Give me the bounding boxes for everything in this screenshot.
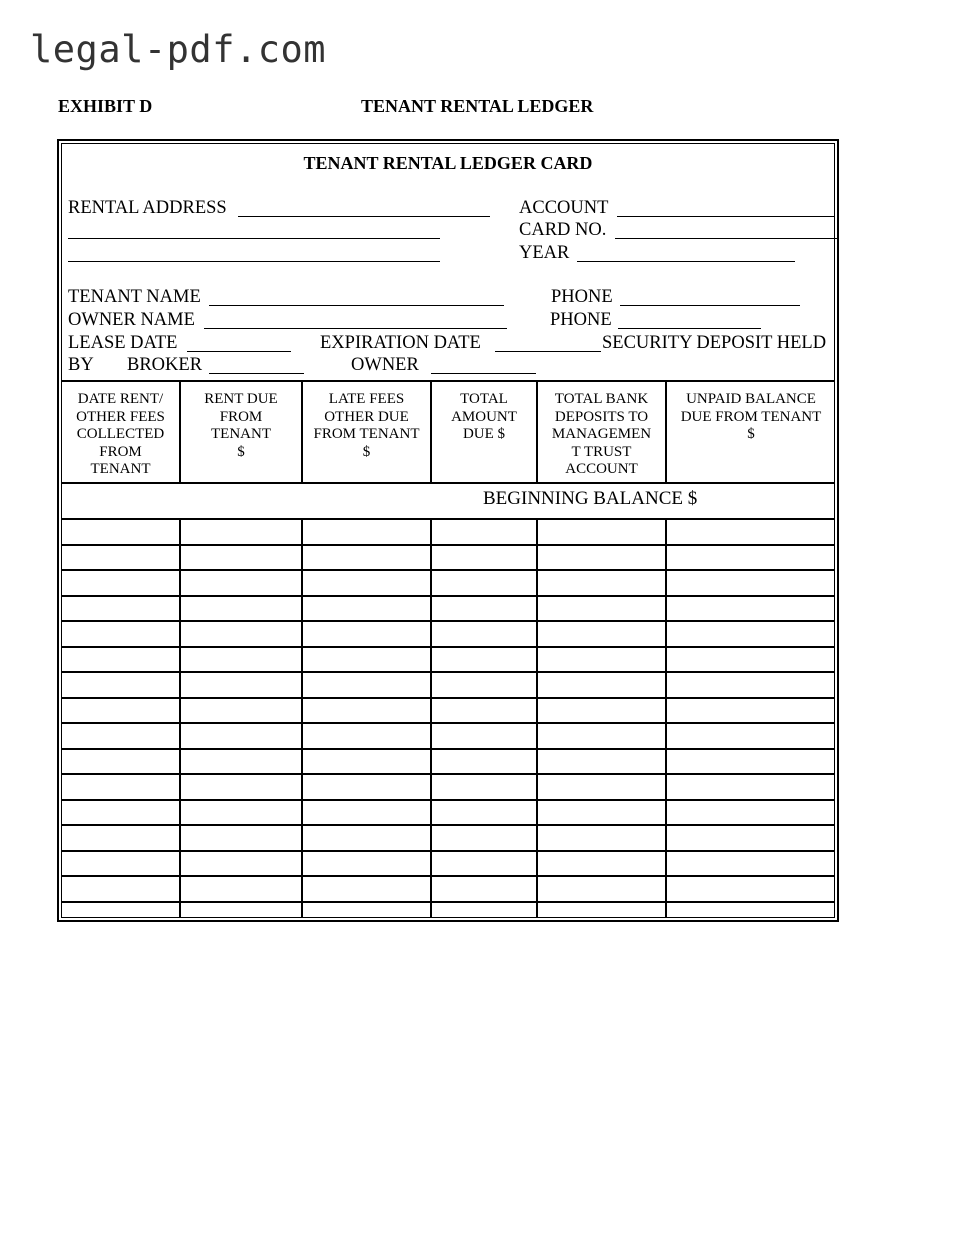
table-row[interactable] xyxy=(62,773,834,775)
column-header-unpaid-balance: UNPAID BALANCE DUE FROM TENANT $ xyxy=(680,391,822,442)
table-row[interactable] xyxy=(62,595,834,597)
document-title: TENANT RENTAL LEDGER xyxy=(361,96,594,116)
phone-label-2: PHONE xyxy=(550,310,612,330)
table-row[interactable] xyxy=(62,671,834,673)
table-row[interactable] xyxy=(62,799,834,801)
phone-label-1: PHONE xyxy=(551,287,613,307)
table-row[interactable] xyxy=(62,620,834,622)
owner-name-label: OWNER NAME xyxy=(68,310,195,330)
column-header-date-collected: DATE RENT/ OTHER FEES COLLECTED FROM TENANT xyxy=(76,391,165,477)
security-deposit-label: SECURITY DEPOSIT HELD xyxy=(602,333,827,353)
rental-address-label: RENTAL ADDRESS xyxy=(68,198,227,218)
lease-date-label: LEASE DATE xyxy=(68,333,178,353)
card-no-label: CARD NO. xyxy=(519,220,607,240)
table-row[interactable] xyxy=(62,824,834,826)
account-label: ACCOUNT xyxy=(519,198,609,218)
ledger-card xyxy=(57,139,839,922)
by-label: BY xyxy=(68,355,94,375)
expiration-date-label: EXPIRATION DATE xyxy=(320,333,481,353)
table-row[interactable] xyxy=(62,875,834,877)
table-row[interactable] xyxy=(62,748,834,750)
owner-label: OWNER xyxy=(351,355,419,375)
column-header-total-amount: TOTAL AMOUNT DUE $ xyxy=(451,391,517,442)
exhibit-label: EXHIBIT D xyxy=(58,96,153,116)
table-row[interactable] xyxy=(62,901,834,903)
column-header-bank-deposits: TOTAL BANK DEPOSITS TO MANAGEMEN T TRUST ACCOUNT xyxy=(551,391,652,477)
year-label: YEAR xyxy=(519,243,570,263)
column-header-rent-due: RENT DUE FROM TENANT $ xyxy=(204,391,278,460)
column-header-late-fees: LATE FEES OTHER DUE FROM TENANT $ xyxy=(313,391,420,460)
beginning-balance-label: BEGINNING BALANCE $ xyxy=(483,488,698,509)
table-row[interactable] xyxy=(62,569,834,571)
tenant-name-label: TENANT NAME xyxy=(68,287,201,307)
broker-label: BROKER xyxy=(127,355,203,375)
ledger-rows xyxy=(62,144,834,917)
watermark: legal-pdf.com xyxy=(30,28,327,71)
ledger-card-inner xyxy=(61,143,835,918)
table-row[interactable] xyxy=(62,697,834,699)
table-row[interactable] xyxy=(62,850,834,852)
table-row[interactable] xyxy=(62,646,834,648)
card-title: TENANT RENTAL LEDGER CARD xyxy=(303,153,593,173)
table-row[interactable] xyxy=(62,544,834,546)
table-row[interactable] xyxy=(62,722,834,724)
